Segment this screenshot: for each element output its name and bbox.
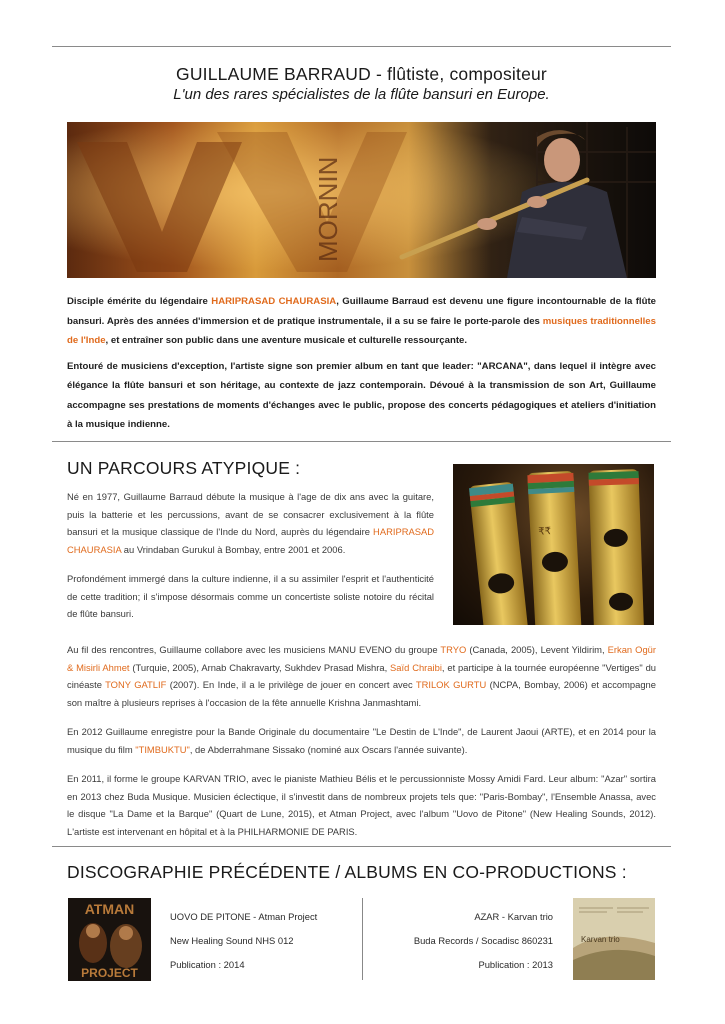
link-said-chraibi[interactable]: Saïd Chraibi — [390, 661, 442, 673]
parcours-text: , et participe à la tournée européenne "Vertiges" du cinéaste — [67, 661, 656, 690]
artist-role: flûtiste, compositeur — [387, 64, 547, 84]
page-subtitle: L'un des rares spécialistes de la flûte bansuri en Europe. — [173, 86, 550, 103]
parcours-text: En 2012 Guillaume enregistre pour la Bande Originale du documentaire "Le Destin de L'Inde", de Laurent Jaoui (ARTE), et en 2014 pour la musique du film — [67, 726, 656, 755]
album1-label: New Healing Sound NHS 012 — [170, 935, 294, 946]
parcours-full-width — [67, 641, 656, 852]
link-tony-gatlif[interactable]: TONY GATLIF — [105, 679, 167, 690]
album-cover-atman-project[interactable] — [68, 898, 151, 981]
album2-publication: Publication : 2013 — [478, 959, 553, 970]
album-cover-karvan-trio[interactable] — [573, 898, 655, 980]
link-hariprasad-2[interactable]: HARIPRASAD CHAURASIA — [67, 526, 434, 555]
parcours-paragraph-3 — [67, 641, 656, 711]
intro-text: , Guillaume Barraud est devenu une figure incontournable de la flûte bansuri. Après des années d'immersion et de pratique instrumentale, il a su se faire le porte-parole des — [67, 296, 656, 327]
section-rule-2 — [52, 846, 671, 847]
bansuri-illustration — [453, 464, 654, 625]
parcours-paragraph-2: Profondément immergé dans la culture indienne, il a su assimiler l'esprit et l'authenticité de cette tradition; il s'impose désormais comme un concertiste soliste notoire du récital de flûte bansuri. — [67, 573, 434, 619]
karvan-cover-art — [573, 898, 655, 980]
hero-overlay-text: MORNIN — [313, 156, 343, 262]
artist-name: GUILLAUME BARRAUD — [176, 64, 371, 84]
album1-publication: Publication : 2014 — [170, 959, 245, 970]
intro-section — [67, 292, 656, 441]
parcours-title: UN PARCOURS ATYPIQUE : — [67, 458, 301, 478]
parcours-text: (2007). En Inde, il a le privilège de jouer en concert avec — [166, 679, 416, 690]
album2-label: Buda Records / Socadisc 860231 — [413, 935, 553, 946]
top-rule — [52, 46, 671, 47]
album2-title: AZAR - Karvan trio — [474, 911, 553, 922]
parcours-text: au Vrindaban Gurukul à Bombay, entre 2001 et 2006. — [121, 543, 346, 555]
discographie-title: DISCOGRAPHIE PRÉCÉDENTE / ALBUMS EN CO-PRODUCTIONS : — [67, 862, 627, 882]
svg-text:₹₹: ₹₹ — [538, 526, 552, 538]
parcours-text: (Canada, 2005), Levent Yildirim, — [466, 644, 608, 655]
link-timbuktu[interactable]: "TIMBUKTU" — [135, 743, 190, 755]
parcours-text: (Turquie, 2005), Arnab Chakravarty, Sukhdev Prasad Mishra, — [129, 661, 391, 673]
section-rule — [52, 441, 671, 442]
hero-illustration — [67, 122, 656, 278]
link-trilok-gurtu[interactable]: TRILOK GURTU — [415, 679, 487, 690]
parcours-column — [67, 488, 434, 635]
parcours-text: , de Abderrahmane Sissako (nominé aux Oscars l'année suivante). — [189, 743, 468, 755]
parcours-text: (NCPA, Bombay, 2006) et accompagne son maître à plusieurs reprises à l'occasion de la fête annuelle Krishna Janmashtami. — [67, 679, 656, 708]
intro-paragraph-2: Entouré de musiciens d'exception, l'artiste signe son premier album en tant que leader: "ARCANA", dans lequel il intègre avec élégance la flûte bansuri et son héritage, au contexte de jazz contemporain. Dévoué à la transmission de son Art, Guillaume accompagne ses prestations de moments d'échanges avec le public, propose des concerts pédagogiques et ateliers d'initiation à la musique indienne. — [67, 360, 656, 430]
atman-cover-art — [68, 898, 151, 981]
parcours-text: Né en 1977, Guillaume Barraud débute la musique à l'age de dix ans avec la guitare, puis la batterie et les percussions, avant de se consacrer exclusivement à la flûte bansuri et la musique classique de l'Inde du Nord, auprès du légendaire — [67, 491, 434, 537]
link-hariprasad[interactable]: HARIPRASAD CHAURASIA — [211, 296, 337, 307]
page-title — [52, 64, 671, 85]
link-tryo[interactable]: TRYO — [440, 644, 467, 655]
atman-cover-bottom: PROJECT — [81, 966, 138, 980]
title-separator: - — [370, 64, 388, 84]
album-divider — [362, 898, 363, 980]
intro-text: , et entraîner son public dans une aventure musicale et culturelle ressourçante. — [105, 335, 468, 346]
intro-text: Disciple émérite du légendaire — [67, 296, 212, 307]
link-erkan-ogur[interactable]: Erkan Ogür & Misirli Ahmet — [67, 644, 657, 673]
hero-photo — [67, 122, 656, 278]
parcours-paragraph-5: En 2011, il forme le groupe KARVAN TRIO, avec le pianiste Mathieu Bélis et le percussionniste Mossy Amidi Fard. Leur album: "Azar" sortira en 2013 chez Buda Musique. Musicien éclectique, il s'investit dans de nombreux projets tels que: "Paris-Bombay", l'Ensemble Anassa, avec le disque "La Dame et la Barque" (Quart de Lune, 2015), et Atman Project, avec l'album "Uovo de Pitone" (New Healing Sounds, 2012). L'artiste est intervenant en hôpital et à la PHILHARMONIE DE PARIS. — [67, 773, 656, 837]
intro-paragraph-1 — [67, 292, 656, 351]
parcours-text: Au fil des rencontres, Guillaume collabore avec les musiciens MANU EVENO du groupe — [67, 644, 441, 655]
bansuri-photo — [453, 464, 654, 625]
parcours-paragraph-4 — [67, 723, 656, 758]
atman-cover-top: ATMAN — [84, 901, 135, 917]
karvan-cover-text: Karvan trio — [581, 935, 620, 944]
album1-title: UOVO DE PITONE - Atman Project — [170, 911, 318, 922]
parcours-paragraph-1 — [67, 488, 434, 558]
link-musiques-traditionnelles[interactable]: musiques traditionnelles de l'Inde — [67, 315, 656, 346]
